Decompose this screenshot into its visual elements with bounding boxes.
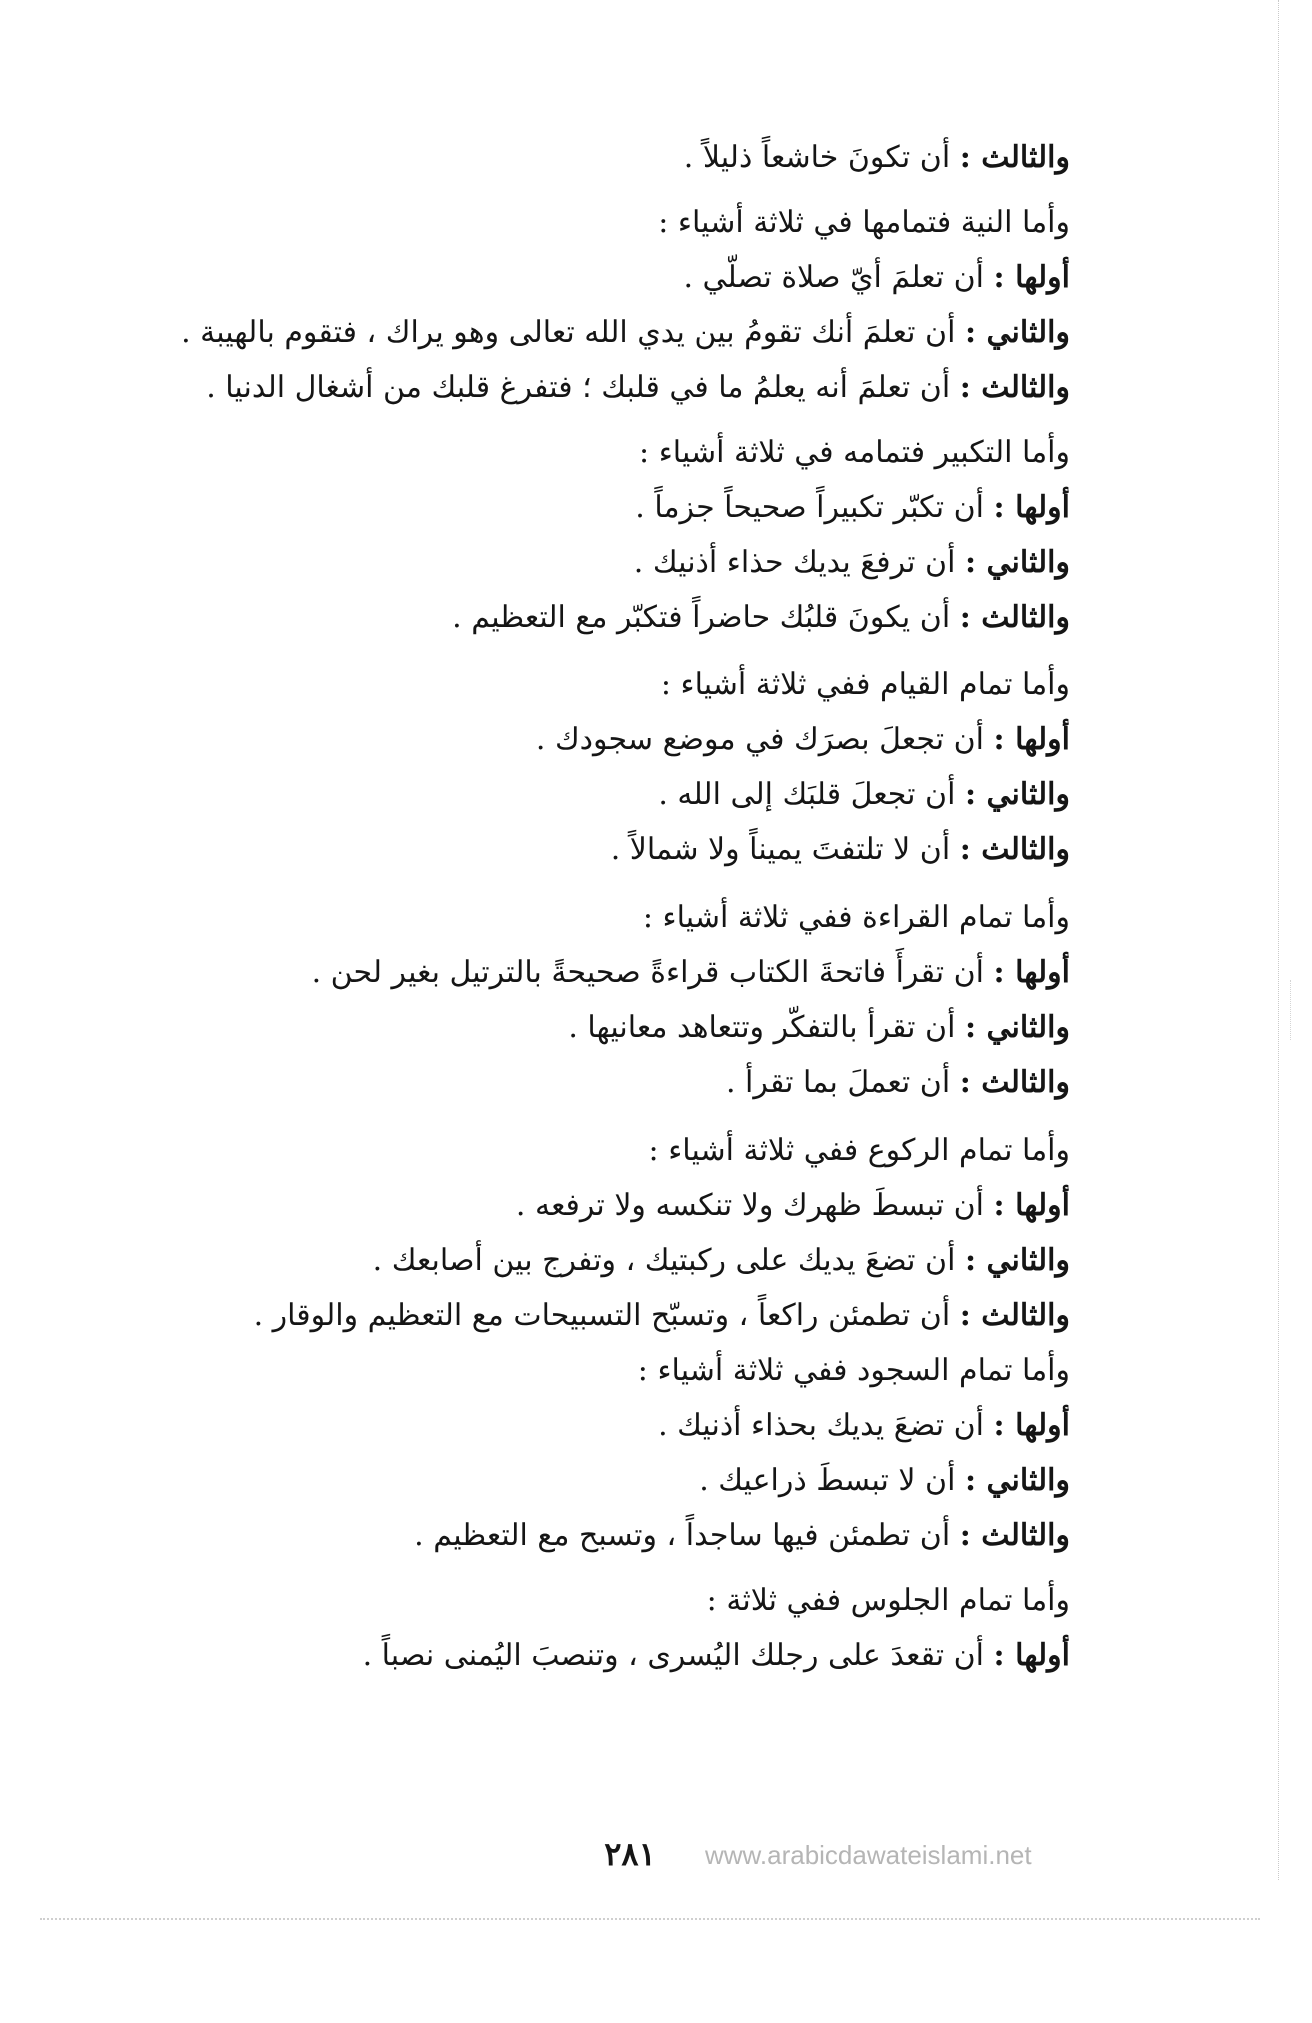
line-label: والثالث :: [959, 370, 1070, 405]
section-heading: [638, 1343, 1070, 1399]
text-line: [726, 1055, 1070, 1111]
text-line: [536, 712, 1070, 768]
text-line: [414, 1508, 1070, 1564]
line-label: أولها :: [993, 1188, 1070, 1223]
text-line: [312, 945, 1070, 1001]
line-text: وأما تمام السجود ففي ثلاثة أشياء :: [637, 1353, 1070, 1388]
line-text: أن تعلمَ أيّ صلاة تصلّي .: [683, 260, 984, 295]
line-text: أن ترفعَ يديك حذاء أذنيك .: [633, 545, 956, 580]
line-label: والثاني :: [964, 1010, 1070, 1045]
line-text: أن لا تبسطَ ذراعيك .: [699, 1463, 956, 1498]
body-text: [181, 130, 1070, 1690]
line-text: وأما تمام الركوع ففي ثلاثة أشياء :: [648, 1133, 1070, 1168]
line-text: أن تكبّر تكبيراً صحيحاً جزماً .: [635, 490, 984, 525]
line-label: أولها :: [993, 955, 1070, 990]
text-line: [206, 360, 1070, 416]
text-line: [611, 822, 1070, 878]
text-line: [635, 480, 1070, 536]
line-text: أن تقعدَ على رجلك اليُسرى ، وتنصبَ اليُمنى نصباً .: [362, 1638, 984, 1673]
text-line: [568, 1000, 1070, 1056]
section-heading: [658, 195, 1070, 251]
bottom-scan-edge: [40, 1918, 1260, 1920]
text-line: [699, 1453, 1070, 1509]
line-label: والثالث :: [959, 140, 1070, 175]
text-line: [452, 590, 1070, 646]
line-label: والثالث :: [959, 1065, 1070, 1100]
text-line: [516, 1178, 1070, 1234]
line-label: والثاني :: [964, 777, 1070, 812]
section-heading: [649, 1123, 1070, 1179]
text-line: [363, 1628, 1070, 1684]
line-text: أن تقرأ بالتفكّر وتتعاهد معانيها .: [568, 1010, 956, 1045]
page-number: ٢٨١: [604, 1835, 656, 1873]
page-edge-rule: [1278, 0, 1279, 1880]
line-text: أن تضعَ يديك على ركبتيك ، وتفرج بين أصابعك .: [372, 1243, 956, 1278]
line-text: وأما التكبير فتمامه في ثلاثة أشياء :: [639, 435, 1070, 470]
line-text: أن تجعلَ قلبَك إلى الله .: [658, 777, 956, 812]
section-heading: [661, 657, 1070, 713]
line-text: أن تبسطَ ظهرك ولا تنكسه ولا ترفعه .: [515, 1188, 984, 1223]
line-text: وأما تمام القيام ففي ثلاثة أشياء :: [660, 667, 1070, 702]
line-text: أن تجعلَ بصرَك في موضع سجودك .: [535, 722, 984, 757]
line-label: والثالث :: [959, 600, 1070, 635]
text-line: [373, 1233, 1070, 1289]
line-text: أن تكونَ خاشعاً ذليلاً .: [683, 140, 951, 175]
line-text: وأما تمام الجلوس ففي ثلاثة :: [706, 1583, 1070, 1618]
line-text: أن لا تلتفتَ يميناً ولا شمالاً .: [610, 832, 951, 867]
line-text: أن تطمئن راكعاً ، وتسبّح التسبيحات مع التعظيم والوقار .: [253, 1298, 951, 1333]
line-text: أن تعلمَ أنك تقومُ بين يدي الله تعالى وهو يراك ، فتقوم بالهيبة .: [181, 315, 956, 350]
line-label: والثالث :: [959, 1518, 1070, 1553]
line-label: أولها :: [993, 1638, 1070, 1673]
section-heading: [643, 890, 1070, 946]
footer-website: www.arabicdawateislami.net: [705, 1840, 1032, 1870]
line-label: والثاني :: [964, 545, 1070, 580]
text-line: [181, 305, 1070, 361]
text-line: [254, 1288, 1070, 1344]
line-label: أولها :: [993, 1408, 1070, 1443]
line-text: وأما تمام القراءة ففي ثلاثة أشياء :: [642, 900, 1070, 935]
line-label: والثاني :: [964, 315, 1070, 350]
text-line: [658, 1398, 1070, 1454]
section-heading: [707, 1573, 1070, 1629]
line-text: أن تطمئن فيها ساجداً ، وتسبح مع التعظيم .: [414, 1518, 951, 1553]
line-text: أن تقرأَ فاتحةَ الكتاب قراءةً صحيحةً بالترتيل بغير لحن .: [311, 955, 984, 990]
line-label: أولها :: [993, 722, 1070, 757]
line-label: والثالث :: [959, 1298, 1070, 1333]
line-label: أولها :: [993, 260, 1070, 295]
line-label: والثاني :: [964, 1243, 1070, 1278]
line-text: أن تعلمَ أنه يعلمُ ما في قلبك ؛ فتفرغ قلبك من أشغال الدنيا .: [206, 370, 951, 405]
text-line: [634, 535, 1070, 591]
page-edge-mark: [1290, 980, 1291, 1040]
text-line: [658, 767, 1070, 823]
text-line: [684, 130, 1070, 186]
line-label: والثالث :: [959, 832, 1070, 867]
line-label: أولها :: [993, 490, 1070, 525]
line-label: والثاني :: [964, 1463, 1070, 1498]
section-heading: [639, 425, 1070, 481]
line-text: أن يكونَ قلبُك حاضراً فتكبّر مع التعظيم .: [452, 600, 951, 635]
line-text: أن تضعَ يديك بحذاء أذنيك .: [658, 1408, 984, 1443]
line-text: وأما النية فتمامها في ثلاثة أشياء :: [658, 205, 1070, 240]
line-text: أن تعملَ بما تقرأ .: [725, 1065, 951, 1100]
text-line: [683, 250, 1070, 306]
